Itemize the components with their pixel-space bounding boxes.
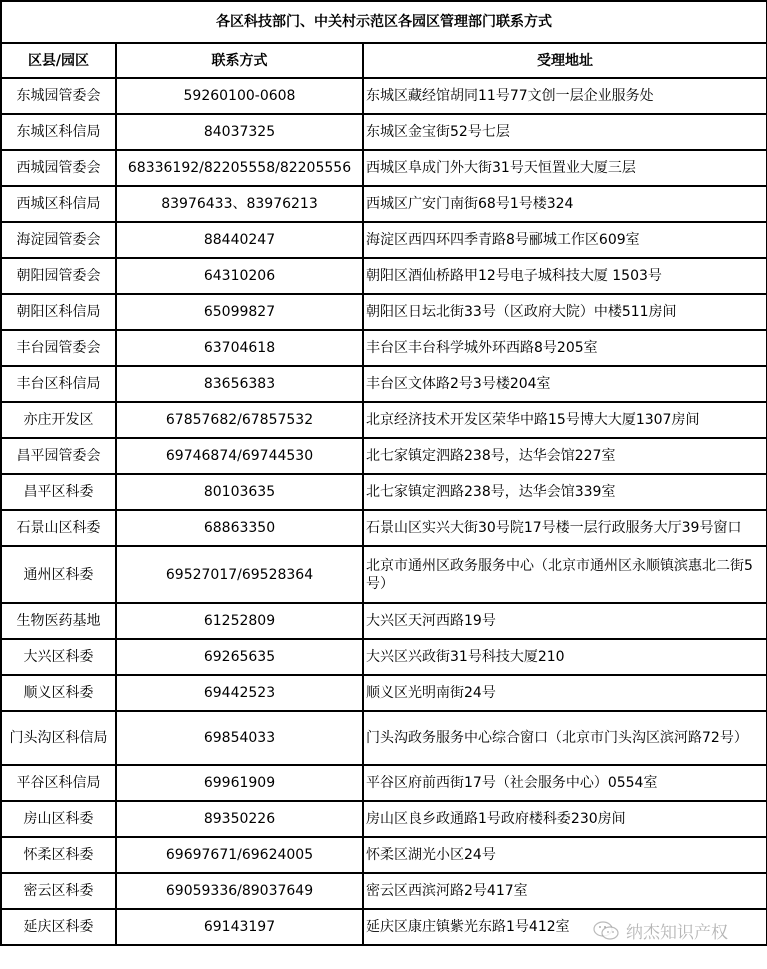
- district-name: 生物医药基地: [1, 603, 116, 639]
- header-contact: 联系方式: [116, 43, 363, 78]
- phone-number: 69854033: [116, 711, 363, 765]
- phone-number: 69265635: [116, 639, 363, 675]
- phone-number: 63704618: [116, 330, 363, 366]
- phone-number: 69143197: [116, 909, 363, 945]
- table-row: [1, 801, 767, 837]
- phone-number: 80103635: [116, 474, 363, 510]
- address: 大兴区兴政街31号科技大厦210: [363, 639, 767, 675]
- address: 平谷区府前西街17号（社会服务中心）0554室: [363, 765, 767, 801]
- table-row: [1, 438, 767, 474]
- table-row: [1, 837, 767, 873]
- table-row: [1, 639, 767, 675]
- district-name: 延庆区科委: [1, 909, 116, 945]
- district-name: 丰台区科信局: [1, 366, 116, 402]
- district-name: 亦庄开发区: [1, 402, 116, 438]
- table-row: [1, 546, 767, 603]
- phone-number: 69746874/69744530: [116, 438, 363, 474]
- address: 朝阳区酒仙桥路甲12号电子城科技大厦 1503号: [363, 258, 767, 294]
- district-name: 朝阳园管委会: [1, 258, 116, 294]
- district-name: 房山区科委: [1, 801, 116, 837]
- address: 大兴区天河西路19号: [363, 603, 767, 639]
- address: 北京经济技术开发区荣华中路15号博大大厦1307房间: [363, 402, 767, 438]
- table-row: [1, 258, 767, 294]
- table-row: [1, 402, 767, 438]
- address: 海淀区西四环四季青路8号郦城工作区609室: [363, 222, 767, 258]
- address: 北七家镇定泗路238号，达华会馆227室: [363, 438, 767, 474]
- phone-number: 69961909: [116, 765, 363, 801]
- district-name: 怀柔区科委: [1, 837, 116, 873]
- district-name: 顺义区科委: [1, 675, 116, 711]
- phone-number: 88440247: [116, 222, 363, 258]
- table-row: [1, 114, 767, 150]
- phone-number: 65099827: [116, 294, 363, 330]
- district-name: 密云区科委: [1, 873, 116, 909]
- address: 北京市通州区政务服务中心（北京市通州区永顺镇滨惠北二街5号）: [363, 546, 767, 603]
- table-row: [1, 330, 767, 366]
- address: 石景山区实兴大街30号院17号楼一层行政服务大厅39号窗口: [363, 510, 767, 546]
- district-name: 东城园管委会: [1, 78, 116, 114]
- address: 西城区广安门南街68号1号楼324: [363, 186, 767, 222]
- phone-number: 61252809: [116, 603, 363, 639]
- table-row: [1, 222, 767, 258]
- address: 东城区藏经馆胡同11号77文创一层企业服务处: [363, 78, 767, 114]
- table-row: [1, 603, 767, 639]
- phone-number: 59260100-0608: [116, 78, 363, 114]
- phone-number: 89350226: [116, 801, 363, 837]
- table-row: [1, 366, 767, 402]
- table-row: [1, 909, 767, 945]
- address: 东城区金宝街52号七层: [363, 114, 767, 150]
- table-row: [1, 150, 767, 186]
- address: 延庆区康庄镇紫光东路1号412室: [363, 909, 767, 945]
- phone-number: 83976433、83976213: [116, 186, 363, 222]
- district-name: 昌平区科委: [1, 474, 116, 510]
- phone-number: 69527017/69528364: [116, 546, 363, 603]
- district-name: 朝阳区科信局: [1, 294, 116, 330]
- address: 怀柔区湖光小区24号: [363, 837, 767, 873]
- phone-number: 67857682/67857532: [116, 402, 363, 438]
- address: 朝阳区日坛北街33号（区政府大院）中楼511房间: [363, 294, 767, 330]
- district-name: 海淀园管委会: [1, 222, 116, 258]
- address: 北七家镇定泗路238号，达华会馆339室: [363, 474, 767, 510]
- address: 丰台区文体路2号3号楼204室: [363, 366, 767, 402]
- table-row: [1, 510, 767, 546]
- table-row: [1, 474, 767, 510]
- address: 房山区良乡政通路1号政府楼科委230房间: [363, 801, 767, 837]
- phone-number: 64310206: [116, 258, 363, 294]
- address: 门头沟政务服务中心综合窗口（北京市门头沟区滨河路72号）: [363, 711, 767, 765]
- phone-number: 84037325: [116, 114, 363, 150]
- phone-number: 69442523: [116, 675, 363, 711]
- district-name: 昌平园管委会: [1, 438, 116, 474]
- district-name: 西城区科信局: [1, 186, 116, 222]
- header-row: [1, 43, 767, 78]
- table-row: [1, 78, 767, 114]
- address: 密云区西滨河路2号417室: [363, 873, 767, 909]
- district-name: 平谷区科信局: [1, 765, 116, 801]
- phone-number: 69697671/69624005: [116, 837, 363, 873]
- table-row: [1, 294, 767, 330]
- header-address: 受理地址: [363, 43, 767, 78]
- district-name: 丰台园管委会: [1, 330, 116, 366]
- district-name: 门头沟区科信局: [1, 711, 116, 765]
- table-row: [1, 765, 767, 801]
- address: 丰台区丰台科学城外环西路8号205室: [363, 330, 767, 366]
- address: 顺义区光明南街24号: [363, 675, 767, 711]
- district-name: 石景山区科委: [1, 510, 116, 546]
- title-row: [1, 1, 767, 43]
- district-name: 通州区科委: [1, 546, 116, 603]
- phone-number: 68863350: [116, 510, 363, 546]
- table-row: [1, 675, 767, 711]
- table-row: [1, 873, 767, 909]
- district-name: 东城区科信局: [1, 114, 116, 150]
- phone-number: 68336192/82205558/82205556: [116, 150, 363, 186]
- header-district: 区县/园区: [1, 43, 116, 78]
- phone-number: 83656383: [116, 366, 363, 402]
- watermark-text: 纳杰知识产权: [626, 923, 728, 943]
- table-row: [1, 711, 767, 765]
- table-title: 各区科技部门、中关村示范区各园区管理部门联系方式: [1, 1, 767, 43]
- table-row: [1, 186, 767, 222]
- phone-number: 69059336/89037649: [116, 873, 363, 909]
- address: 西城区阜成门外大街31号天恒置业大厦三层: [363, 150, 767, 186]
- district-name: 大兴区科委: [1, 639, 116, 675]
- district-name: 西城园管委会: [1, 150, 116, 186]
